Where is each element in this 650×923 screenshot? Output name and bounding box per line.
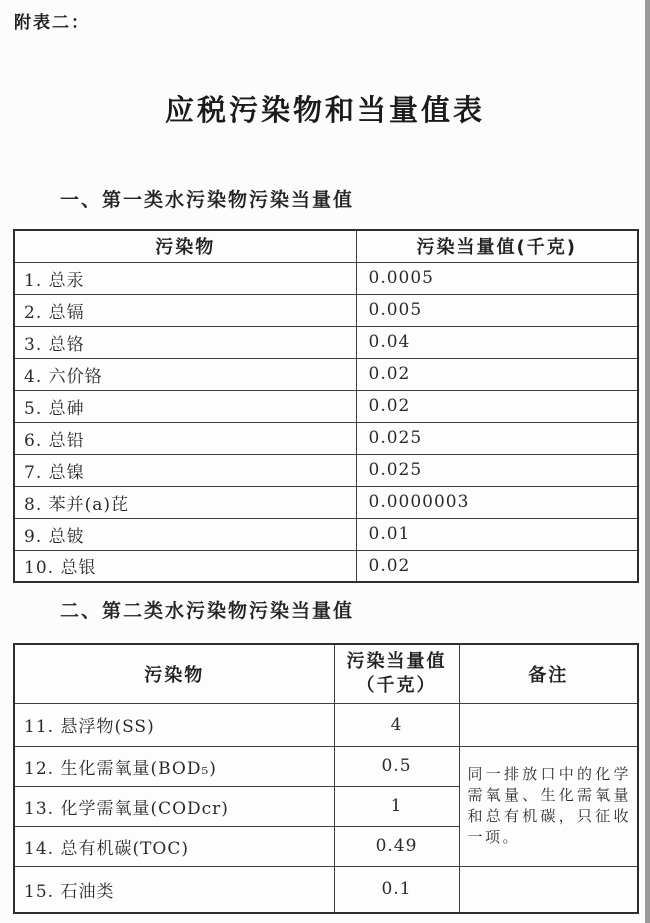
- value-cell: 0.005: [356, 294, 638, 326]
- first-class-pollutants-table: [13, 229, 639, 583]
- table-row: [14, 703, 638, 746]
- value-cell: 1: [334, 786, 459, 826]
- table-row: [14, 358, 638, 390]
- remark-cell-empty: [459, 703, 638, 746]
- remark-cell-empty: [459, 866, 638, 913]
- pollutant-cell: 9. 总铍: [14, 518, 356, 550]
- header-value-line2: （千克）: [356, 674, 437, 696]
- value-cell: 0.02: [356, 358, 638, 390]
- table-row: [14, 518, 638, 550]
- annex-label: 附表二：: [14, 13, 90, 33]
- page-title: 应税污染物和当量值表: [164, 93, 485, 127]
- value-cell: 0.49: [334, 826, 459, 866]
- table-row: [14, 422, 638, 454]
- pollutant-cell: 5. 总砷: [14, 390, 356, 422]
- pollutant-cell: 3. 总铬: [14, 326, 356, 358]
- header-value-line1: 污染当量值: [346, 650, 447, 672]
- pollutant-cell: 15. 石油类: [14, 866, 334, 913]
- table-row: [14, 454, 638, 486]
- pollutant-cell: 10. 总银: [14, 550, 356, 582]
- value-cell: 0.02: [356, 390, 638, 422]
- value-cell: 0.0000003: [356, 486, 638, 518]
- section-2-heading: 二、第二类水污染物污染当量值: [60, 600, 355, 622]
- pollutant-cell: 12. 生化需氧量(BOD₅): [14, 746, 334, 786]
- value-cell: 0.025: [356, 422, 638, 454]
- remark-cell-merged: 同一排放口中的化学需氧量、生化需氧量和总有机碳，只征收一项。: [459, 746, 638, 866]
- table-row: [14, 486, 638, 518]
- header-remark: 备注: [459, 644, 638, 703]
- pollutant-cell: 1. 总汞: [14, 262, 356, 294]
- second-class-pollutants-table: [13, 643, 639, 914]
- table-row: [14, 390, 638, 422]
- section-1-heading: 一、第一类水污染物污染当量值: [60, 189, 355, 211]
- pollutant-cell: 8. 苯并(a)芘: [14, 486, 356, 518]
- value-cell: 0.02: [356, 550, 638, 582]
- table-row: [14, 866, 638, 913]
- header-pollutant: 污染物: [14, 644, 334, 703]
- pollutant-cell: 13. 化学需氧量(CODcr): [14, 786, 334, 826]
- table-row: [14, 326, 638, 358]
- table-row: [14, 262, 638, 294]
- header-equivalent-value: [334, 644, 459, 703]
- table-header-row: [14, 230, 638, 262]
- pollutant-cell: 7. 总镍: [14, 454, 356, 486]
- pollutant-cell: 2. 总镉: [14, 294, 356, 326]
- table-header-row: [14, 644, 638, 703]
- value-cell: 0.5: [334, 746, 459, 786]
- value-cell: 0.0005: [356, 262, 638, 294]
- value-cell: 0.1: [334, 866, 459, 913]
- value-cell: 0.025: [356, 454, 638, 486]
- pollutant-cell: 4. 六价铬: [14, 358, 356, 390]
- value-cell: 0.01: [356, 518, 638, 550]
- pollutant-cell: 14. 总有机碳(TOC): [14, 826, 334, 866]
- header-pollutant: 污染物: [14, 230, 356, 262]
- table-row: [14, 746, 638, 786]
- header-equivalent-value: 污染当量值(千克): [356, 230, 638, 262]
- table-row: [14, 550, 638, 582]
- pollutant-cell: 6. 总铅: [14, 422, 356, 454]
- table-row: [14, 294, 638, 326]
- value-cell: 4: [334, 703, 459, 746]
- value-cell: 0.04: [356, 326, 638, 358]
- pollutant-cell: 11. 悬浮物(SS): [14, 703, 334, 746]
- scan-edge-band: [645, 0, 650, 923]
